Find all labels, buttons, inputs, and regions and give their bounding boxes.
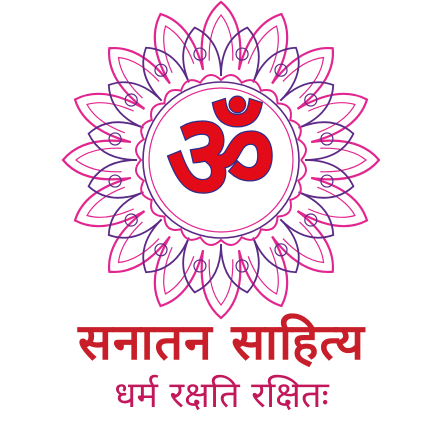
heading-sanatan-sahitya: सनातन साहित्य — [78, 313, 365, 371]
subheading-dharma-motto: धर्म रक्षति रक्षितः — [114, 375, 329, 416]
outer-petal-inner-line — [76, 148, 122, 172]
outer-petal-inner-line — [209, 259, 233, 305]
outer-petal-inner-line — [320, 148, 366, 172]
om-glyph: ॐ — [167, 88, 275, 226]
outer-petal-inner-line — [209, 15, 233, 61]
om-symbol-icon — [167, 88, 275, 226]
